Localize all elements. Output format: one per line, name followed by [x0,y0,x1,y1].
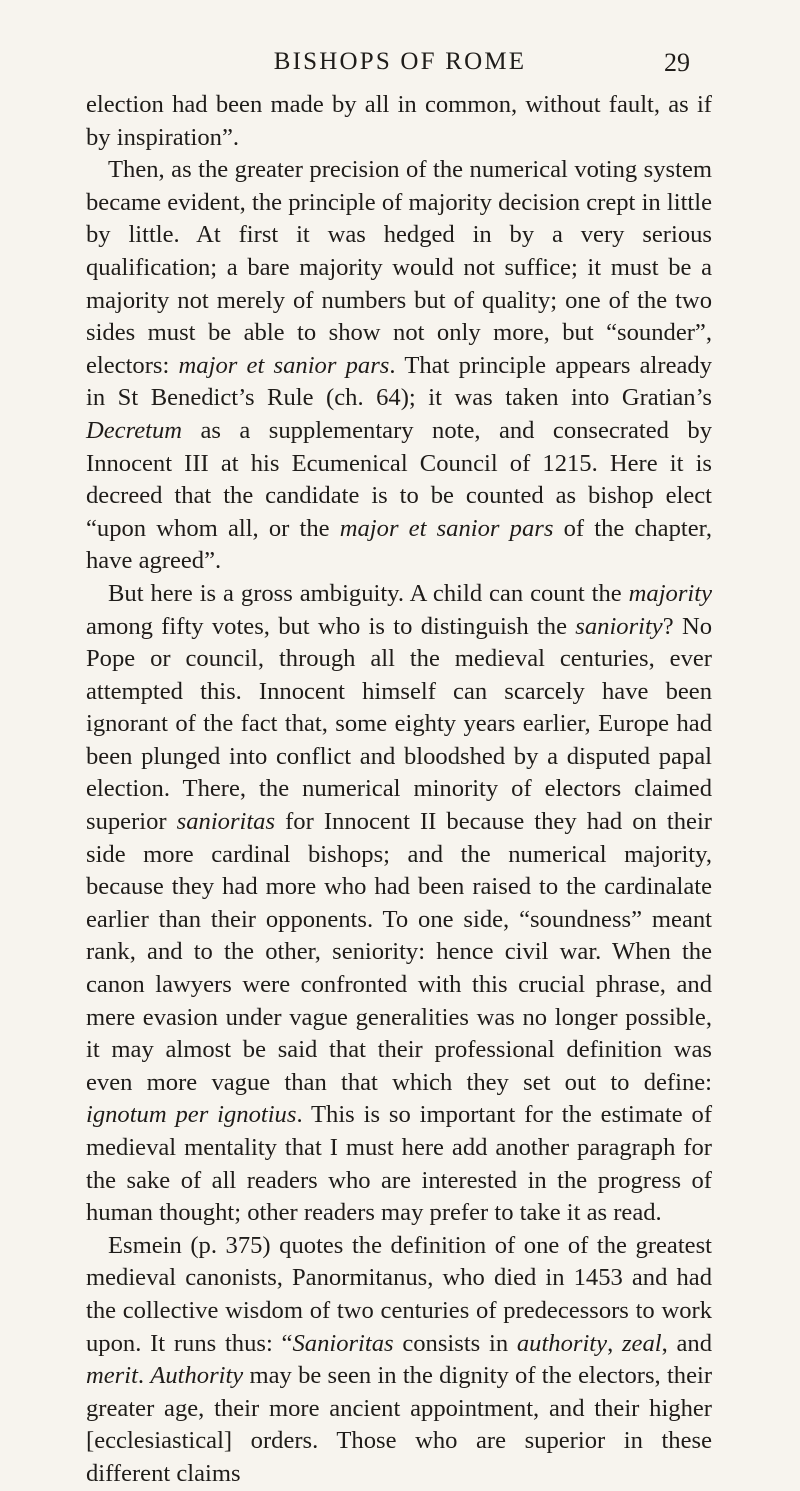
body-text [86,89,712,1491]
page-header [0,48,800,88]
running-head: BISHOPS OF ROME [273,48,527,75]
paragraph-2: Then, as the greater precision of the numerical voting system became evident, the principle of majority decision crept in little by little. At first it was hedged in by a very serious qualification; a bare majority would not suffice; it must be a majority not merely of numbers but of quality; one of the two sides must be able to show not only more, but “sounder”, electors: major et sanior pars. That principle appears already in St Benedict’s Rule (ch. 64); it was taken into Gratian’s Decretum as a supplementary note, and consecrated by Innocent III at his Ecumenical Council of 1215. Here it is decreed that the candidate is to be counted as bishop elect “upon whom all, or the major et sanior pars of the chapter, have agreed”. [86,156,713,575]
paragraph-4: Esmein (p. 375) quotes the definition of one of the greatest medieval canonists, Panormitanus, who died in 1453 and had the collective wisdom of two centuries of predecessors to work upon. It runs thus: “Sanioritas consists in authority, zeal, and merit. Authority may be seen in the dignity of the electors, their greater age, their more ancient appointment, and their higher [ecclesiastical] orders. Those who are superior in these different claims [86,1231,713,1487]
paragraph-3: But here is a gross ambiguity. A child can count the majority among fifty votes, but who is to distinguish the saniority? No Pope or council, through all the medieval centuries, ever attempted this. Innocent himself can scarcely have been ignorant of the fact that, some eighty years earlier, Europe had been plunged into conflict and bloodshed by a disputed papal election. There, the numerical minority of electors claimed superior sanioritas for Innocent II because they had on their side more cardinal bishops; and the numerical majority, because they had more who had been raised to the cardinalate earlier than their opponents. To one side, “soundness” meant rank, and to the other, seniority: hence civil war. When the canon lawyers were confronted with this crucial phrase, and mere evasion under vague generalities was no longer possible, it may almost be said that their professional definition was even more vague than that which they set out to define: ignotum per ignotius. This is so important for the estimate of medieval mentality that I must here add another paragraph for the sake of all readers who are interested in the progress of human thought; other readers may prefer to take it as read. [86,579,713,1227]
page-number: 29 [664,48,690,77]
paragraph-1: election had been made by all in common, without fault, as if by inspiration”. [86,91,712,151]
